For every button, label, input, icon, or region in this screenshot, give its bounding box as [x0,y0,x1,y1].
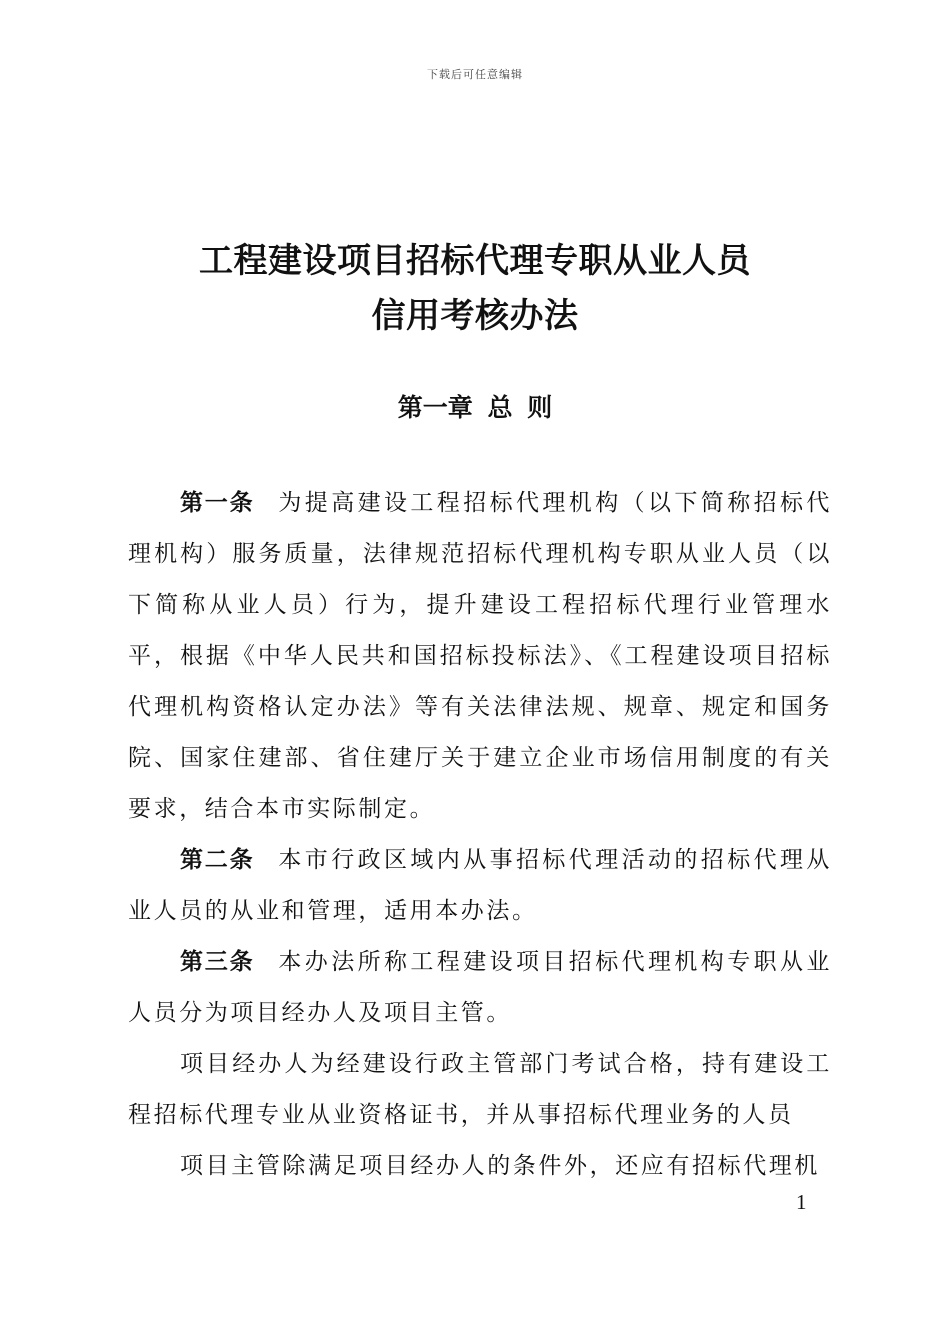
document-title-line-2: 信用考核办法 [371,296,579,336]
page-header-note: 下载后可任意编辑 [427,68,523,81]
article-2-text: 本市行政区域内从事招标代理活动的招标代理从业人员的从业和管理，适用本办法。 [128,847,832,924]
article-1-label: 第一条 [180,490,255,516]
document-title-line-1: 工程建设项目招标代理专职从业人员 [199,241,751,281]
article-2 [128,835,832,937]
article-3 [128,937,832,1039]
article-3-label: 第三条 [180,949,255,975]
article-2-label: 第二条 [180,847,255,873]
article-3-text: 本办法所称工程建设项目招标代理机构专职从业人员分为项目经办人及项目主管。 [128,949,832,1026]
article-1 [128,478,832,835]
article-1-text: 为提高建设工程招标代理机构（以下简称招标代理机构）服务质量，法律规范招标代理机构专职从业人员（以下简称从业人员）行为，提升建设工程招标代理行业管理水平，根据《中华人民共和国招标投标法》、《工程建设项目招标代理机构资格认定办法》等有关法律法规、规章、规定和国务院、国家住建部、省住建厅关于建立企业市场信用制度的有关要求，结合本市实际制定。 [128,490,832,822]
document-body [128,478,832,1192]
paragraph-project-supervisor: 项目主管除满足项目经办人的条件外，还应有招标代理机 [180,1153,820,1179]
chapter-heading: 第一章 总 则 [397,393,553,422]
paragraph-project-handler: 项目经办人为经建设行政主管部门考试合格，持有建设工程招标代理专业从业资格证书，并从事招标代理业务的人员 [128,1051,832,1128]
page-number: 1 [796,1190,807,1214]
